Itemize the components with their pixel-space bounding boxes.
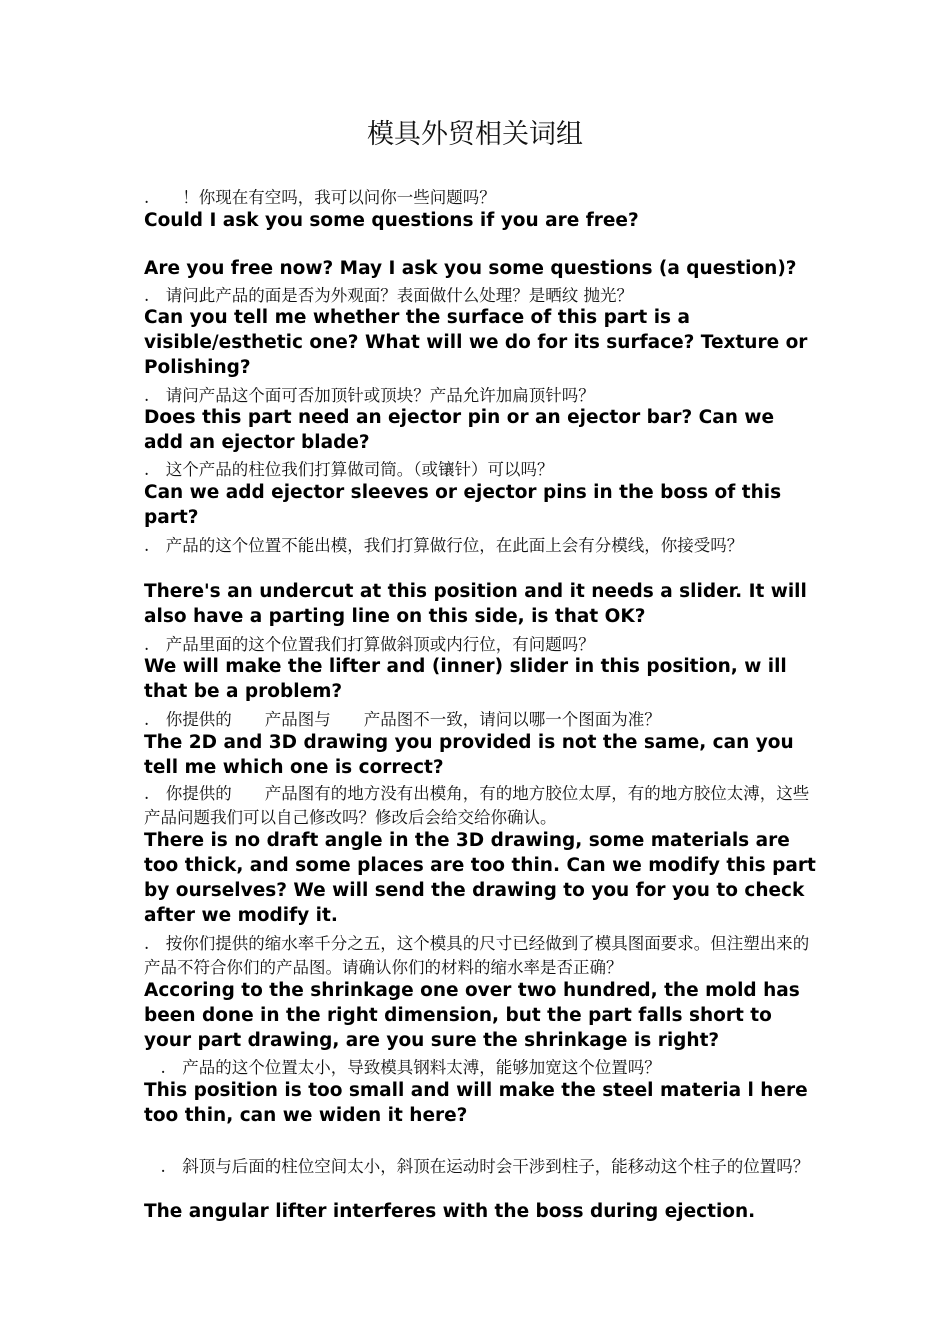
english-phrase-12: The angular lifter interferes with the boss during ejection. xyxy=(144,1201,756,1222)
chinese-question-10: . 按你们提供的缩水率千分之五，这个模具的尺寸已经做到了模具图面要求。但注塑出来的产品不符合你们的产品图。请确认你们的材料的缩水率是否正确？ xyxy=(144,934,810,977)
english-phrase-7: We will make the lifter and (inner) slider in this position, w ill that be a problem? xyxy=(144,656,787,702)
english-phrase-1: Could I ask you some questions if you are free? xyxy=(144,210,639,231)
english-phrase-9: There is no draft angle in the 3D drawing, some materials are too thick, and some places are too thin. Can we modify this part by ourselves? We will send the drawing to you for you to check after we modify it. xyxy=(144,830,816,926)
english-phrase-3: Can you tell me whether the surface of this part is a visible/esthetic one? What will we do for its surface? Texture or Polishing? xyxy=(144,307,808,378)
chinese-question-9: . 你提供的 产品图有的地方没有出模角，有的地方胶位太厚，有的地方胶位太溥，这些产品问题我们可以自己修改吗？修改后会给交给你确认。 xyxy=(144,784,810,827)
english-phrase-5: Can we add ejector sleeves or ejector pins in the boss of this part? xyxy=(144,482,782,528)
english-phrase-11: This position is too small and will make the steel materia l here too thin, can we widen it here? xyxy=(144,1080,808,1126)
chinese-question-6: . 产品的这个位置不能出模，我们打算做行位，在此面上会有分模线，你接受吗？ xyxy=(144,536,744,555)
english-phrase-2: Are you free now? May I ask you some questions (a question)? xyxy=(144,258,797,279)
english-phrase-10: Accoring to the shrinkage one over two hundred, the mold has been done in the right dimension, but the part falls short to your part drawing, are you sure the shrinkage is right? xyxy=(144,980,800,1051)
english-phrase-4: Does this part need an ejector pin or an ejector bar? Can we add an ejector blade? xyxy=(144,407,774,453)
chinese-question-7: . 产品里面的这个位置我们打算做斜顶或内行位，有问题吗？ xyxy=(144,635,595,654)
english-phrase-8: The 2D and 3D drawing you provided is not the same, can you tell me which one is correct? xyxy=(144,732,794,778)
chinese-question-3: . 请问此产品的面是否为外观面？表面做什么处理？是晒纹 抛光？ xyxy=(144,286,633,305)
chinese-question-1: . ！你现在有空吗，我可以问你一些问题吗？ xyxy=(144,188,496,207)
page-title: 模具外贸相关词组 xyxy=(367,119,583,150)
english-phrase-6: There's an undercut at this position and it needs a slider. It will also have a parting line on this side, is that OK? xyxy=(144,581,807,627)
chinese-question-5: . 这个产品的柱位我们打算做司筒。（或镶针）可以吗？ xyxy=(144,460,554,479)
chinese-question-4: . 请问产品这个面可否加顶针或顶块？产品允许加扁顶针吗？ xyxy=(144,386,595,405)
chinese-question-11: . 产品的这个位置太小，导致模具钢料太溥，能够加宽这个位置吗？ xyxy=(144,1058,661,1077)
chinese-question-8: . 你提供的 产品图与 产品图不一致，请问以哪一个图面为准？ xyxy=(144,710,661,729)
chinese-question-12: . 斜顶与后面的柱位空间太小，斜顶在运动时会干涉到柱子，能移动这个柱子的位置吗？ xyxy=(144,1157,810,1176)
